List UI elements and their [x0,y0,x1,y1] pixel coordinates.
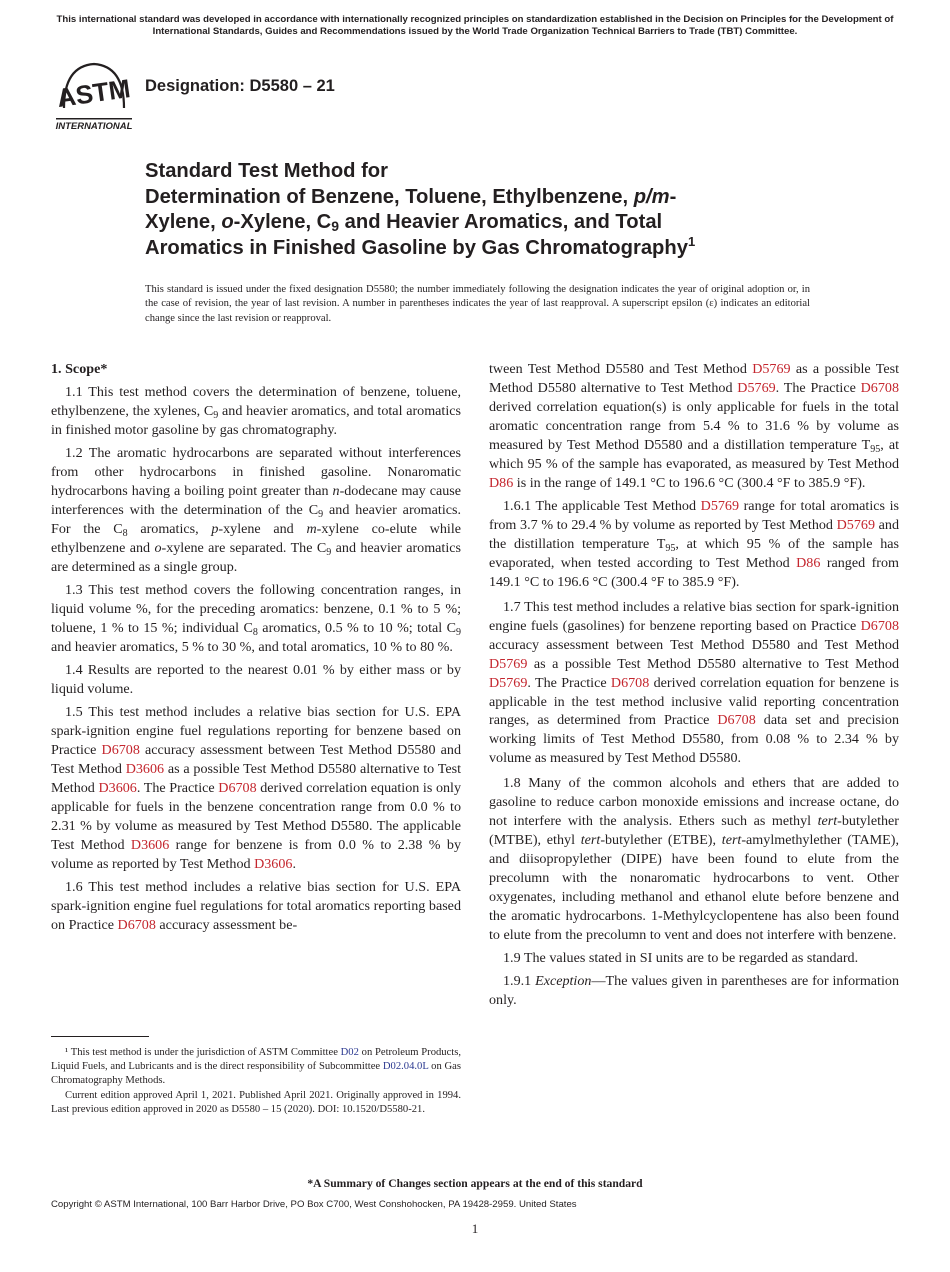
para-1-9-1: 1.9.1 Exception—The values given in parentheses are for information only. [489,973,899,1009]
footnote-edition: Current edition approved April 1, 2021. Published April 2021. Originally approved in 1994. Last previous edition approved in 2020 as D5580 – 15 (2020). DOI: 10.1520/D5580-21. [51,1089,461,1115]
wto-notice: This international standard was developed in accordance with internationally recognized principles on standardization established in the Decision on Principles for the Development of International Standards, Guides and Recommendations issued by the World Trade Organization Technical Barriers to Trade (TBT) Committee. [56,14,894,37]
link-d86[interactable]: D86 [489,474,514,491]
para-1-8: 1.8 Many of the common alcohols and ethers that are added to gasoline to reduce carbon monoxide emissions and increase octane, do not interfere with the analysis. Ethers such as methyl tert-butylether (MTBE), ethyl tert-butylether (ETBE), tert-amylmethylether (TAME), and diisopropylether (DIPE) have been found to elute from the precolumn with the nonaromatic hydrocarbons to vent. Other oxygenates, including methanol and ethanol elute before benzene and the aromatic hydrocarbons. 1-Methylcyclopentene has also been found to elute from the precolumn to vent and does not interfere with benzene. [489,775,899,943]
para-1-3: 1.3 This test method covers the following concentration ranges, in liquid volume %, for the preceding aromatics: benzene, 0.1 % to 5 %; toluene, 1 % to 15 %; individual $C_8$ aromatics, 0.5 % to 10 %; total $C_9$ and heavier aromatics, 5 % to 30 %, and total aromatics, 10 % to 80 %. [51,582,461,655]
astm-logo [54,56,134,132]
link-d3606[interactable]: D3606 [98,780,137,797]
para-1-9: 1.9 The values stated in SI units are to be regarded as standard. [503,950,859,967]
page-number: 1 [471,1221,479,1236]
issued-note: This standard is issued under the fixed designation D5580; the number immediately following the designation indicates the year of original adoption or, in the case of revision, the year of last revision. A number in parentheses indicates the year of last reapproval. A superscript epsilon (ε) indicates an editorial change since the last revision or reapproval. [145,284,810,324]
designation: Designation: D5580 – 21 [145,77,335,95]
para-1-4: 1.4 Results are reported to the nearest 0.01 % by either mass or by liquid volume. [51,662,461,698]
astm-logo-subtext: INTERNATIONAL [55,121,133,132]
link-d6708[interactable]: D6708 [218,780,257,797]
right-column [489,360,899,1015]
link-d6708[interactable]: D6708 [610,674,650,691]
document-title: Standard Test Method for Determination of Benzene, Toluene, Ethylbenzene, p/m- Xylene, o-Xylene, $C_9$ and Heavier Aromatics, and Total Aromatics in Finished Gasoline by Gas Chromatography$^1$ [145,160,696,259]
summary-of-changes-note: *A Summary of Changes section appears at the end of this standard [307,1177,643,1190]
link-d6708[interactable]: D6708 [717,712,756,729]
para-1-6-continued: tween Test Method D5580 and Test Method D5769 as a possible Test Method D5580 alternative to Test Method D5769. The Practice D6708 derived correlation equation(s) is only applicable for fuels in the total aromatic concentration range from 5.4 % to 31.6 % by volume as measured by Test Method D5580 and a distillation temperature $T_{95}$, at which 95 % of the sample has evaporated, as measured by Test Method D86 is in the range of 149.1 °C to 196.6 °C (300.4 °F to 385.9 °F). [489,361,900,491]
para-1-6: 1.6 This test method includes a relative bias section for U.S. EPA spark-ignition engine fuel regulations for total aromatics reporting based on Practice D6708 accuracy assessment be- [51,879,461,934]
link-d3606[interactable]: D3606 [254,856,293,873]
footnote-1: ¹ This test method is under the jurisdiction of ASTM Committee D02 on Petroleum Products, Liquid Fuels, and Lubricants and is the direct responsibility of Subcommittee D02.04.0L on Gas Chromatography Methods. [51,1047,462,1087]
link-d5769[interactable]: D5769 [489,655,528,672]
para-1-6-1: 1.6.1 The applicable Test Method D5769 range for total aromatics is from 3.7 % to 29.4 % by volume as reported by Test Method D5769 and the distillation temperature $T_{95}$, at which 95 % of the sample has evaporated, when tested according to Test Method D86 ranged from 149.1 °C to 196.6 °C (300.4 °F to 385.9 °F). [489,497,900,590]
footnotes [51,1046,461,1117]
astm-logo-text: ASTM [55,73,133,114]
left-column [51,360,461,939]
link-d6708[interactable]: D6708 [860,379,899,396]
link-d6708[interactable]: D6708 [101,742,140,759]
scope-heading: 1. Scope* [51,361,108,377]
link-subcommittee[interactable]: D02.04.0L [382,1061,429,1073]
footnote-rule [51,1036,149,1037]
copyright: Copyright © ASTM International, 100 Barr Harbor Drive, PO Box C700, West Conshohocken, PA 19428-2959. United States [51,1199,577,1210]
link-committee-d02[interactable]: D02 [340,1047,359,1058]
para-1-2: 1.2 The aromatic hydrocarbons are separated without interferences from other hydrocarbons in finished gasoline. Nonaromatic hydrocarbons having a boiling point greater than n-dodecane may cause interferences with the determination of the $C_9$ and heavier aromatics. For the $C_8$ aromatics, p-xylene and m-xylene co-elute while ethylbenzene and o-xylene are separated. The $C_9$ and heavier aromatics are determined as a single group. [51,445,461,575]
para-1-1: 1.1 This test method covers the determination of benzene, toluene, ethylbenzene, the xylenes, $C_9$ and heavier aromatics, and total aromatics in finished motor gasoline by gas chromatography. [51,383,462,438]
link-d5769[interactable]: D5769 [737,379,776,396]
link-d5769[interactable]: D5769 [836,516,875,533]
link-d3606[interactable]: D3606 [125,761,165,778]
link-d5769[interactable]: D5769 [700,497,740,514]
link-d6708[interactable]: D6708 [117,917,156,934]
footnote-marker: 1 [687,233,696,249]
para-1-7: 1.7 This test method includes a relative bias section for spark-ignition engine fuels (gasolines) for benzene reporting based on Practice D6708 accuracy assessment between Test Method D5580 and Test Method D5769 as a possible Test Method D5580 alternative to Test Method D5769. The Practice D6708 derived correlation equation for benzene is applicable in the test method inclusive valid reporting concentration ranges, as determined from Practice D6708 data set and precision working limits of Test Method D5580, from 0.08 % to 2.34 % by volume as measured by Test Method D5580. [489,598,900,767]
para-1-5: 1.5 This test method includes a relative bias section for U.S. EPA spark-ignition engine fuel regulations reporting for benzene based on Practice D6708 accuracy assessment between Test Method D5580 and Test Method D3606 as a possible Test Method D5580 alternative to Test Method D3606. The Practice D6708 derived correlation equation is only applicable for fuels in the benzene concentration range from 0.0 % to 2.31 % by volume as measured by Test Method D5580. The applicable Test Method D3606 range for benzene is from 0.0 % to 2.38 % by volume as reported by Test Method D3606. [51,704,462,873]
link-d5769[interactable]: D5769 [752,361,791,377]
link-d5769[interactable]: D5769 [489,674,528,691]
link-d6708[interactable]: D6708 [860,617,899,634]
link-d3606[interactable]: D3606 [130,837,170,854]
link-d86[interactable]: D86 [796,554,821,571]
